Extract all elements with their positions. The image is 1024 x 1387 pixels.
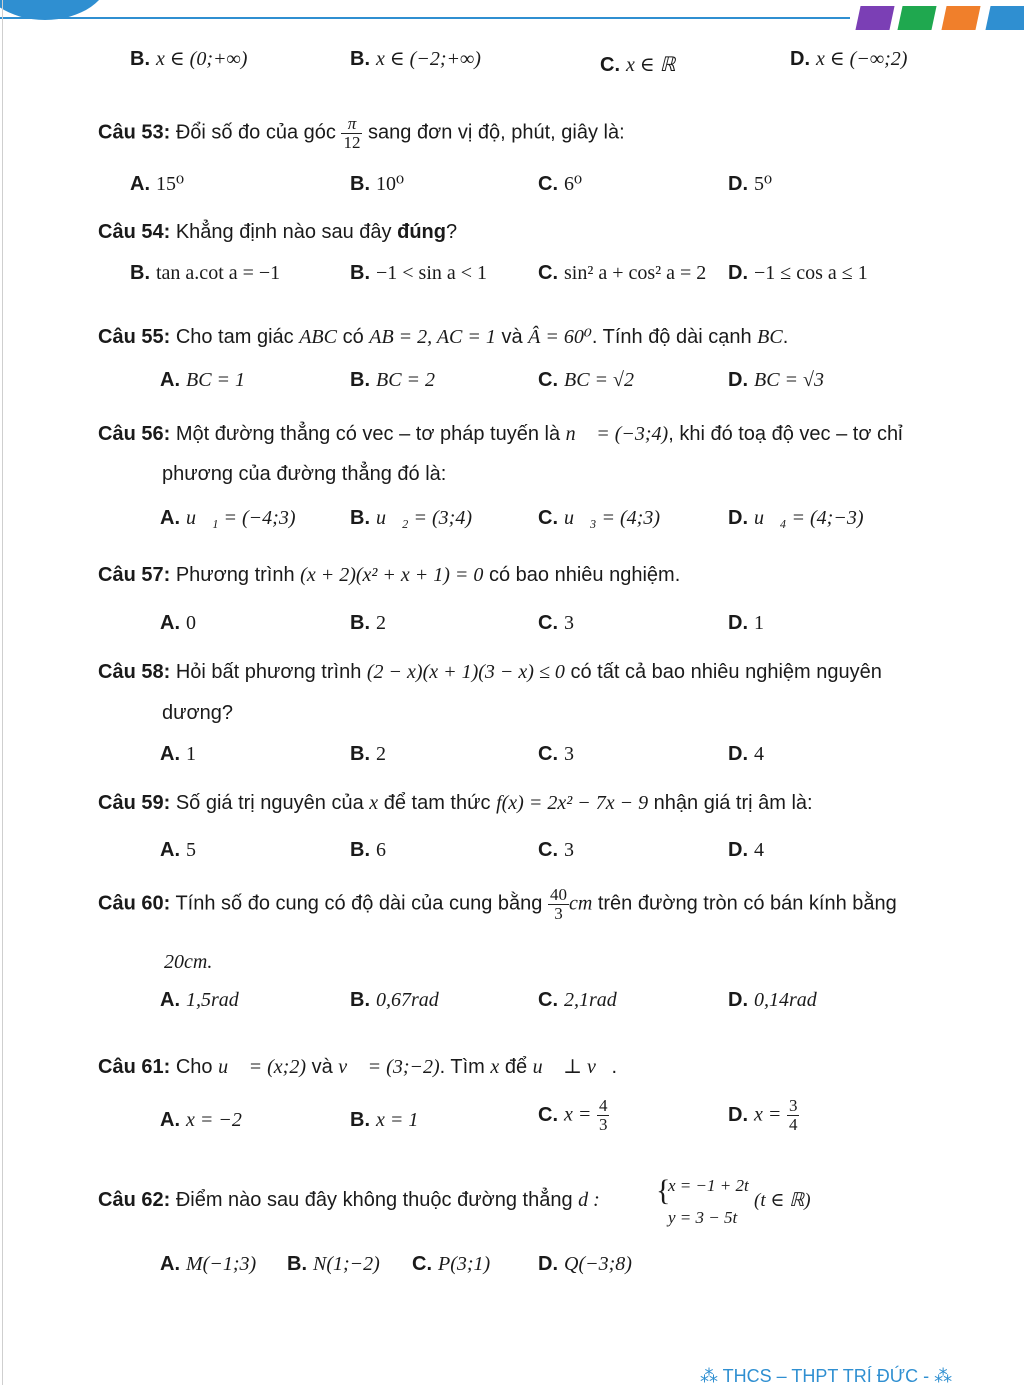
q61-option-c: C. x = $\frac{4}{3}$: [538, 1096, 608, 1134]
q60-question-line1: Câu 60: Tính số đo cung có độ dài của cung bằng $\frac{40}{3}$ cm trên đường tròn có bán kính bằng: [98, 885, 897, 923]
q55-option-c: C. BC = √2: [538, 369, 635, 391]
q62-condition: (t ∈ ℝ): [754, 1190, 811, 1211]
q62-option-b: B. N(1;−2): [287, 1253, 380, 1275]
q62-system-brace: {: [656, 1174, 671, 1207]
q60-option-b: B. 0,67rad: [350, 989, 439, 1011]
q54-option-b: B. −1 < sin a < 1: [350, 262, 488, 284]
q56-option-d: D. u⃗₄ = (4;−3): [728, 507, 864, 529]
q56-question-line2: phương của đường thẳng đó là:: [162, 463, 447, 485]
q59-option-b: B. 6: [350, 839, 386, 861]
header-square-orange: [941, 6, 980, 30]
q56-question-line1: Câu 56: Một đường thẳng có vec – tơ pháp tuyến là n⃗ = (−3;4), khi đó toạ độ vec – tơ chỉ: [98, 423, 903, 445]
q60-question-line2: 20cm.: [164, 951, 213, 973]
q59-question: Câu 59: Số giá trị nguyên của x để tam thức f(x) = 2x² − 7x − 9 nhận giá trị âm là:: [98, 792, 813, 814]
q58-question-line2: dương?: [162, 702, 233, 724]
q53-option-b: B. 10⁰: [350, 173, 405, 195]
q62-system-row2: y = 3 − 5t: [668, 1208, 738, 1227]
q57-option-a: A. 0: [160, 612, 196, 634]
q61-question: Câu 61: Cho u⃗ = (x;2) và v⃗ = (3;−2). Tìm x để u⃗ ⊥ v⃗.: [98, 1056, 618, 1078]
q55-option-a: A. BC = 1: [160, 369, 246, 391]
header-square-purple: [855, 6, 894, 30]
header-square-green: [897, 6, 936, 30]
q54-option-a: B. tan a.cot a = −1: [130, 262, 281, 284]
q53-option-c: C. 6⁰: [538, 173, 583, 195]
q60-option-c: C. 2,1rad: [538, 989, 617, 1011]
q62-system-row1: x = −1 + 2t: [668, 1176, 749, 1195]
q62-option-d: D. Q(−3;8): [538, 1253, 632, 1275]
page-edge: [2, 0, 3, 1385]
q58-option-b: B. 2: [350, 743, 386, 765]
q55-question: Câu 55: Cho tam giác ABC có AB = 2, AC = 1 và Â = 60⁰. Tính độ dài cạnh BC.: [98, 326, 789, 348]
q57-option-c: C. 3: [538, 612, 574, 634]
q62-option-a: A. M(−1;3): [160, 1253, 257, 1275]
header-square-blue: [985, 6, 1024, 30]
q61-option-b: B. x = 1: [350, 1109, 419, 1131]
q58-option-c: C. 3: [538, 743, 574, 765]
q59-option-c: C. 3: [538, 839, 574, 861]
q59-option-a: A. 5: [160, 839, 196, 861]
q53-option-a: A. 15⁰: [130, 173, 185, 195]
q54-question: Câu 54: Khẳng định nào sau đây đúng?: [98, 221, 458, 243]
q58-option-a: A. 1: [160, 743, 196, 765]
q52-option-c: C. x ∈ ℝ: [600, 54, 676, 76]
q58-option-d: D. 4: [728, 743, 764, 765]
q56-option-a: A. u⃗₁ = (−4;3): [160, 507, 296, 529]
q62-option-c: C. P(3;1): [412, 1253, 491, 1275]
q57-question: Câu 57: Phương trình (x + 2)(x² + x + 1) = 0 có bao nhiêu nghiệm.: [98, 564, 681, 586]
q57-option-d: D. 1: [728, 612, 764, 634]
q52-option-b: B. x ∈ (−2;+∞): [350, 48, 481, 70]
q57-option-b: B. 2: [350, 612, 386, 634]
q55-option-b: B. BC = 2: [350, 369, 436, 391]
q53-option-d: D. 5⁰: [728, 173, 773, 195]
q60-option-a: A. 1,5rad: [160, 989, 239, 1011]
q52-option-d: D. x ∈ (−∞;2): [790, 48, 908, 70]
q54-option-d: D. −1 ≤ cos a ≤ 1: [728, 262, 868, 284]
q55-option-d: D. BC = √3: [728, 369, 825, 391]
q62-question: Câu 62: Điểm nào sau đây không thuộc đường thẳng d :: [98, 1189, 600, 1211]
q56-option-b: B. u⃗₂ = (3;4): [350, 507, 472, 529]
q53-question: Câu 53: Đổi số đo của góc $\frac{\pi}{12}$ sang đơn vị độ, phút, giây là:: [98, 114, 625, 152]
footer-school-name: ⁂ THCS – THPT TRÍ ĐỨC - ⁂: [700, 1366, 953, 1386]
q61-option-d: D. x = $\frac{3}{4}$: [728, 1096, 798, 1134]
header-line: [0, 17, 850, 19]
q60-option-d: D. 0,14rad: [728, 989, 817, 1011]
q61-option-a: A. x = −2: [160, 1109, 242, 1131]
q58-question-line1: Câu 58: Hỏi bất phương trình (2 − x)(x + 1)(3 − x) ≤ 0 có tất cả bao nhiêu nghiệm nguyên: [98, 661, 882, 683]
q54-option-c: C. sin² a + cos² a = 2: [538, 262, 707, 284]
q52-option-a: B. x ∈ (0;+∞): [130, 48, 248, 70]
q56-option-c: C. u⃗₃ = (4;3): [538, 507, 660, 529]
q59-option-d: D. 4: [728, 839, 764, 861]
